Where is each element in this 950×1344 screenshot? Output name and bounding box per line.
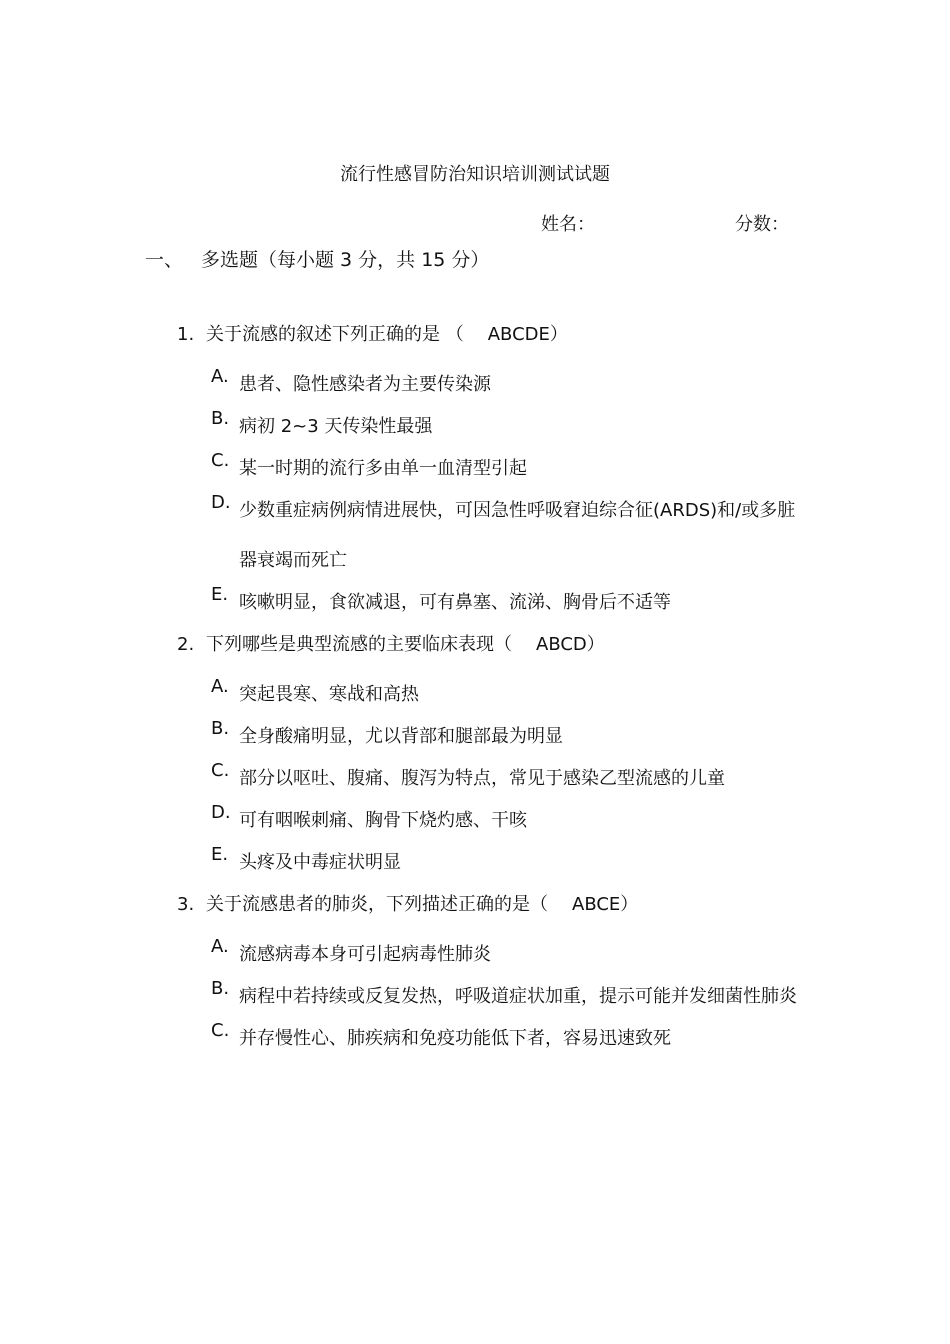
option-letter: B. <box>211 718 230 739</box>
name-label: 姓名： <box>541 214 595 235</box>
question-number: 2. <box>177 634 195 655</box>
option-letter: A. <box>211 936 229 957</box>
option-text: 并存慢性心、肺疾病和免疫功能低下者，容易迅速致死 <box>239 1028 671 1049</box>
option-letter: C. <box>211 1020 230 1041</box>
option-text: 病程中若持续或反复发热，呼吸道症状加重，提示可能并发细菌性肺炎 <box>239 986 797 1007</box>
question-answer: ABCD） <box>536 634 605 655</box>
section-heading <box>145 246 489 274</box>
option-letter: E. <box>211 584 229 605</box>
question-text: 关于流感的叙述下列正确的是 （ <box>206 324 464 345</box>
option-text: 突起畏寒、寒战和高热 <box>239 684 419 705</box>
option-letter: E. <box>211 844 229 865</box>
option-text: 可有咽喉刺痛、胸骨下烧灼感、干咳 <box>239 810 527 831</box>
option-letter: B. <box>211 978 230 999</box>
option-1e <box>211 578 811 628</box>
option-text: 流感病毒本身可引起病毒性肺炎 <box>239 944 491 965</box>
question-number: 1. <box>177 324 195 345</box>
option-3c <box>211 1014 811 1064</box>
option-letter: A. <box>211 676 229 697</box>
question-number: 3. <box>177 894 195 915</box>
option-text: 病初 2~3 天传染性最强 <box>239 416 433 437</box>
option-1d <box>211 486 811 586</box>
option-letter: C. <box>211 450 230 471</box>
option-letter: D. <box>211 492 231 513</box>
question-list <box>0 318 950 1064</box>
option-text: 咳嗽明显，食欲减退，可有鼻塞、流涕、胸骨后不适等 <box>239 592 671 613</box>
option-letter: A. <box>211 366 229 387</box>
option-letter: B. <box>211 408 230 429</box>
option-text: 某一时期的流行多由单一血清型引起 <box>239 458 527 479</box>
question-answer: ABCDE） <box>487 324 568 345</box>
question-text: 关于流感患者的肺炎，下列描述正确的是（ <box>206 894 548 915</box>
score-label: 分数： <box>735 214 789 235</box>
section-number: 一、 <box>145 249 184 271</box>
option-text: 患者、隐性感染者为主要传染源 <box>239 374 491 395</box>
option-letter: C. <box>211 760 230 781</box>
option-letter: D. <box>211 802 231 823</box>
option-text: 头疼及中毒症状明显 <box>239 852 401 873</box>
option-text: 少数重症病例病情进展快，可因急性呼吸窘迫综合征(ARDS)和/或多脏器衰竭而死亡 <box>239 500 796 571</box>
question-text: 下列哪些是典型流感的主要临床表现（ <box>206 634 512 655</box>
option-text: 全身酸痛明显，尤以背部和腿部最为明显 <box>239 726 563 747</box>
section-title: 多选题（每小题 3 分，共 15 分） <box>201 249 490 271</box>
question-answer: ABCE） <box>572 894 639 915</box>
option-text: 部分以呕吐、腹痛、腹泻为特点，常见于感染乙型流感的儿童 <box>239 768 725 789</box>
document-title: 流行性感冒防治知识培训测试试题 <box>340 164 610 185</box>
option-2e <box>211 838 811 888</box>
